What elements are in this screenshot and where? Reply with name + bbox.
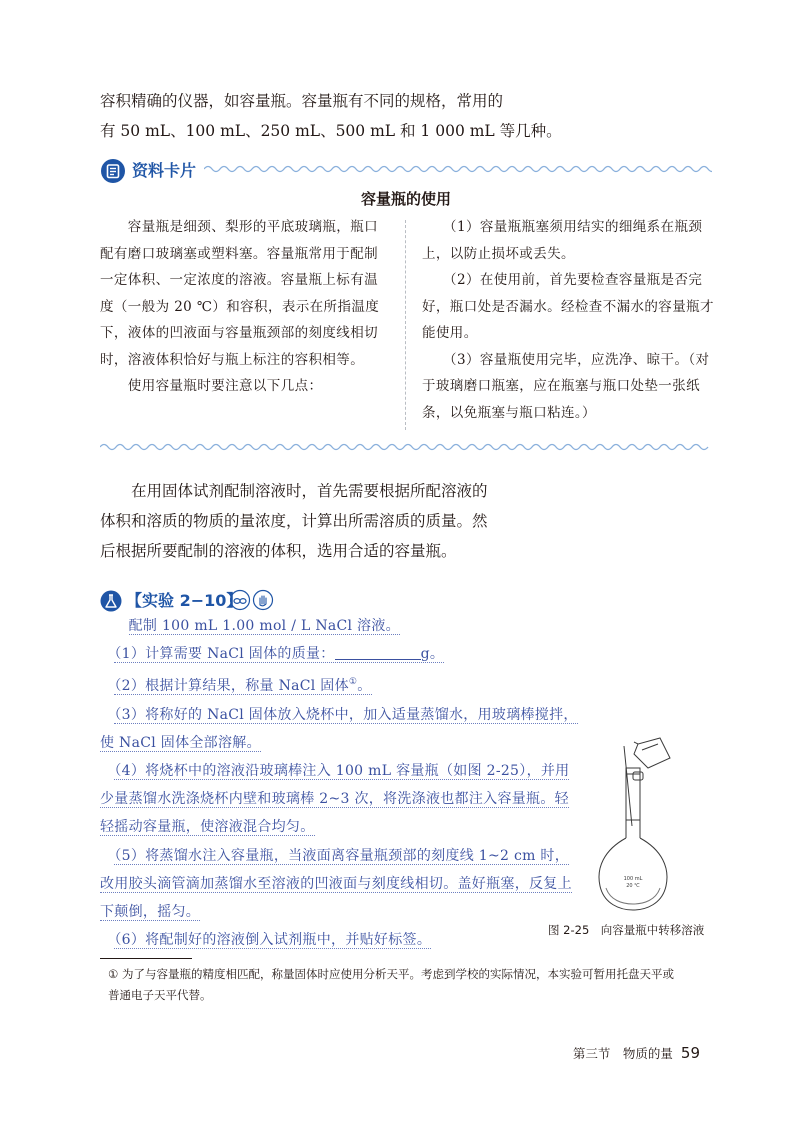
- footnote: [108, 964, 718, 1006]
- page-footer: [573, 1044, 700, 1062]
- footnote-line-2: 普通电子天平代替。: [108, 988, 212, 1002]
- intro-line-1: 容积精确的仪器，如容量瓶。容量瓶有不同的规格，常用的: [100, 92, 504, 110]
- body-line-3: 后根据所要配制的溶液的体积，选用合适的容量瓶。: [100, 542, 457, 560]
- hand-protection-icon: [254, 591, 273, 610]
- card-left-column: [100, 214, 390, 400]
- card-left-paragraph-2: 使用容量瓶时要注意以下几点：: [100, 378, 323, 394]
- intro-paragraph: [100, 86, 562, 146]
- resource-card-header: [100, 156, 712, 186]
- body-line-2: 体积和溶质的物质的量浓度，计算出所需溶质的质量。然: [100, 512, 488, 530]
- card-right-paragraph-1: （1）容量瓶瓶塞须用结实的细绳系在瓶颈上，以防止损坏或丢失。: [422, 219, 703, 262]
- experiment-title: 【实验 2−10】: [126, 591, 243, 610]
- experiment-intro: 配制 100 mL 1.00 mol / L NaCl 溶液。: [128, 618, 400, 634]
- card-title: 容量瓶的使用: [360, 190, 451, 208]
- flask-label-temp: 20 ℃: [626, 883, 640, 889]
- step-5: （5）将蒸馏水注入容量瓶，当液面离容量瓶颈部的刻度线 1~2 cm 时，改用胶头滴管滴加蒸馏水至溶液的凹液面与刻度线相切。盖好瓶塞，反复上下颠倒，摇匀。: [100, 847, 572, 921]
- section-title: 第三节 物质的量: [572, 1046, 673, 1061]
- footnote-marker[interactable]: ①: [348, 677, 358, 688]
- document-card-icon: [100, 158, 126, 184]
- volumetric-flask-figure: [588, 728, 698, 914]
- wave-divider-bottom: [100, 440, 712, 454]
- body-paragraph: [100, 476, 520, 566]
- step-6: （6）将配制好的溶液倒入试剂瓶中，并贴好标签。: [114, 932, 432, 949]
- goggles-icon: [231, 591, 250, 610]
- flask-icon: [100, 590, 122, 612]
- flask-body: [599, 838, 667, 910]
- intro-line-2: 有 50 mL、100 mL、250 mL、500 mL 和 1 000 mL 等几种。: [100, 122, 562, 140]
- card-right-paragraph-2: （2）在使用前，首先要检查容量瓶是否完好，瓶口处是否漏水。经检查不漏水的容量瓶才能使用。: [422, 272, 714, 341]
- column-divider: [405, 220, 406, 430]
- resource-card-label: 资料卡片: [132, 161, 197, 180]
- card-right-column: [422, 214, 714, 426]
- step-1: （1）计算需要 NaCl 固体的质量： g。: [114, 646, 445, 663]
- figure-caption: 图 2-25 向容量瓶中转移溶液: [548, 923, 705, 937]
- beaker: [634, 738, 670, 768]
- step-4: （4）将烧杯中的溶液沿玻璃棒注入 100 mL 容量瓶（如图 2-25），并用少量蒸馏水洗涤烧杯内壁和玻璃棒 2~3 次，将洗涤液也都注入容量瓶。轻轻摇动容量瓶，使溶液混合均匀。: [100, 763, 570, 836]
- experiment-steps: [100, 612, 580, 954]
- glass-rod: [624, 746, 632, 826]
- card-right-paragraph-3: （3）容量瓶使用完毕，应洗净、晾干。（对于玻璃磨口瓶塞，应在瓶塞与瓶口处垫一张纸条，以免瓶塞与瓶口粘连。）: [422, 351, 710, 421]
- wave-divider-top: [204, 162, 712, 176]
- page-number: 59: [680, 1044, 700, 1062]
- answer-blank[interactable]: [335, 645, 421, 660]
- safety-icons: [230, 589, 274, 611]
- step-3: （3）将称好的 NaCl 固体放入烧杯中，加入适量蒸馏水，用玻璃棒搅拌，使 NaCl 固体全部溶解。: [100, 706, 578, 751]
- body-line-1: 在用固体试剂配制溶液时，首先需要根据所配溶液的: [100, 482, 488, 500]
- card-left-paragraph-1: 容量瓶是细颈、梨形的平底玻璃瓶，瓶口配有磨口玻璃塞或塑料塞。容量瓶常用于配制一定体积、一定浓度的溶液。容量瓶上标有温度（一般为 20 ℃）和容积，表示在所指温度下，液体的凹液面与容量瓶颈部的刻度线相切时，溶液体积恰好与瓶上标注的容积相等。: [100, 219, 380, 368]
- flask-label-volume: 100 mL: [623, 876, 643, 882]
- footnote-rule: [100, 958, 192, 959]
- step-2: （2）根据计算结果，称量 NaCl 固体①。: [114, 677, 372, 695]
- footnote-line-1: ① 为了与容量瓶的精度相匹配，称量固体时应使用分析天平。考虑到学校的实际情况，本实验可暂用托盘天平或: [108, 967, 674, 981]
